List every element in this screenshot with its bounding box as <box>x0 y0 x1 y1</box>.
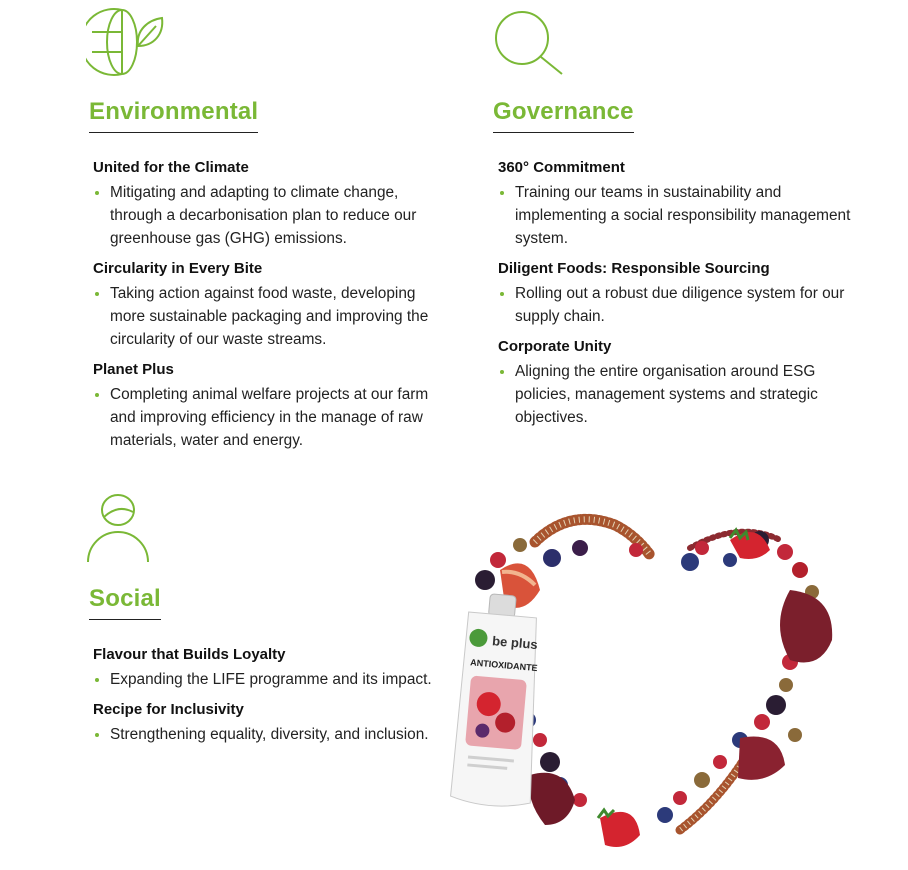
item-title: Flavour that Builds Loyalty <box>93 646 286 663</box>
berry <box>540 752 560 772</box>
item-title: Diligent Foods: Responsible Sourcing <box>498 260 770 277</box>
item-bullet: Expanding the LIFE programme and its impact. <box>93 668 453 691</box>
item-title: 360° Commitment <box>498 159 625 176</box>
berry <box>533 733 547 747</box>
berry <box>713 755 727 769</box>
environmental-title: Environmental <box>89 98 258 133</box>
berry <box>695 541 709 555</box>
social-title: Social <box>89 585 161 620</box>
berry <box>513 538 527 552</box>
list-item <box>93 260 453 351</box>
item-title: Corporate Unity <box>498 338 612 355</box>
item-title: Recipe for Inclusivity <box>93 701 244 718</box>
list-item <box>93 159 453 250</box>
item-title: Planet Plus <box>93 361 174 378</box>
item-title: United for the Climate <box>93 159 249 176</box>
berry <box>766 695 786 715</box>
list-item <box>93 701 453 746</box>
list-item <box>93 646 453 691</box>
environmental-items <box>93 159 453 462</box>
berry <box>779 678 793 692</box>
quinoa-trail <box>535 519 780 830</box>
governance-items <box>498 159 858 439</box>
berry <box>777 544 793 560</box>
pouch-label: ANTIOXIDANTE <box>469 657 538 674</box>
item-title: Circularity in Every Bite <box>93 260 263 277</box>
strawberry <box>598 810 640 847</box>
berry <box>629 543 643 557</box>
item-bullet: Completing animal welfare projects at our farm and improving efficiency in the manage of raw materials, water and energy. <box>93 383 453 452</box>
berry <box>543 549 561 567</box>
berry <box>490 552 506 568</box>
governance-title: Governance <box>493 98 634 133</box>
berry <box>657 807 673 823</box>
fruit-heart-image <box>440 500 860 860</box>
item-bullet: Taking action against food waste, developing more sustainable packaging and improving the circularity of our waste streams. <box>93 282 453 351</box>
item-bullet: Rolling out a robust due diligence system for our supply chain. <box>498 282 858 328</box>
berry <box>723 553 737 567</box>
berry <box>694 772 710 788</box>
item-bullet: Aligning the entire organisation around ESG policies, management systems and strategic objectives. <box>498 360 858 429</box>
list-item <box>498 260 858 328</box>
berry <box>573 793 587 807</box>
item-bullet: Strengthening equality, diversity, and inclusion. <box>93 723 453 746</box>
beetroot <box>780 590 832 663</box>
globe-leaf-icon <box>86 6 168 78</box>
item-bullet: Training our teams in sustainability and implementing a social responsibility management system. <box>498 181 858 250</box>
berry <box>792 562 808 578</box>
list-item <box>498 338 858 429</box>
beetroot <box>738 737 785 780</box>
beetroot <box>529 773 575 825</box>
berry <box>788 728 802 742</box>
berry <box>754 714 770 730</box>
list-item <box>498 159 858 250</box>
berry <box>681 553 699 571</box>
berry <box>572 540 588 556</box>
item-bullet: Mitigating and adapting to climate change, through a decarbonisation plan to reduce our greenhouse gas (GHG) emissions. <box>93 181 453 250</box>
person-icon <box>86 490 154 564</box>
social-items <box>93 646 453 756</box>
magnifier-icon <box>490 6 568 78</box>
berry <box>673 791 687 805</box>
pouch-brand: be plus <box>491 633 539 653</box>
list-item <box>93 361 453 452</box>
berry <box>475 570 495 590</box>
